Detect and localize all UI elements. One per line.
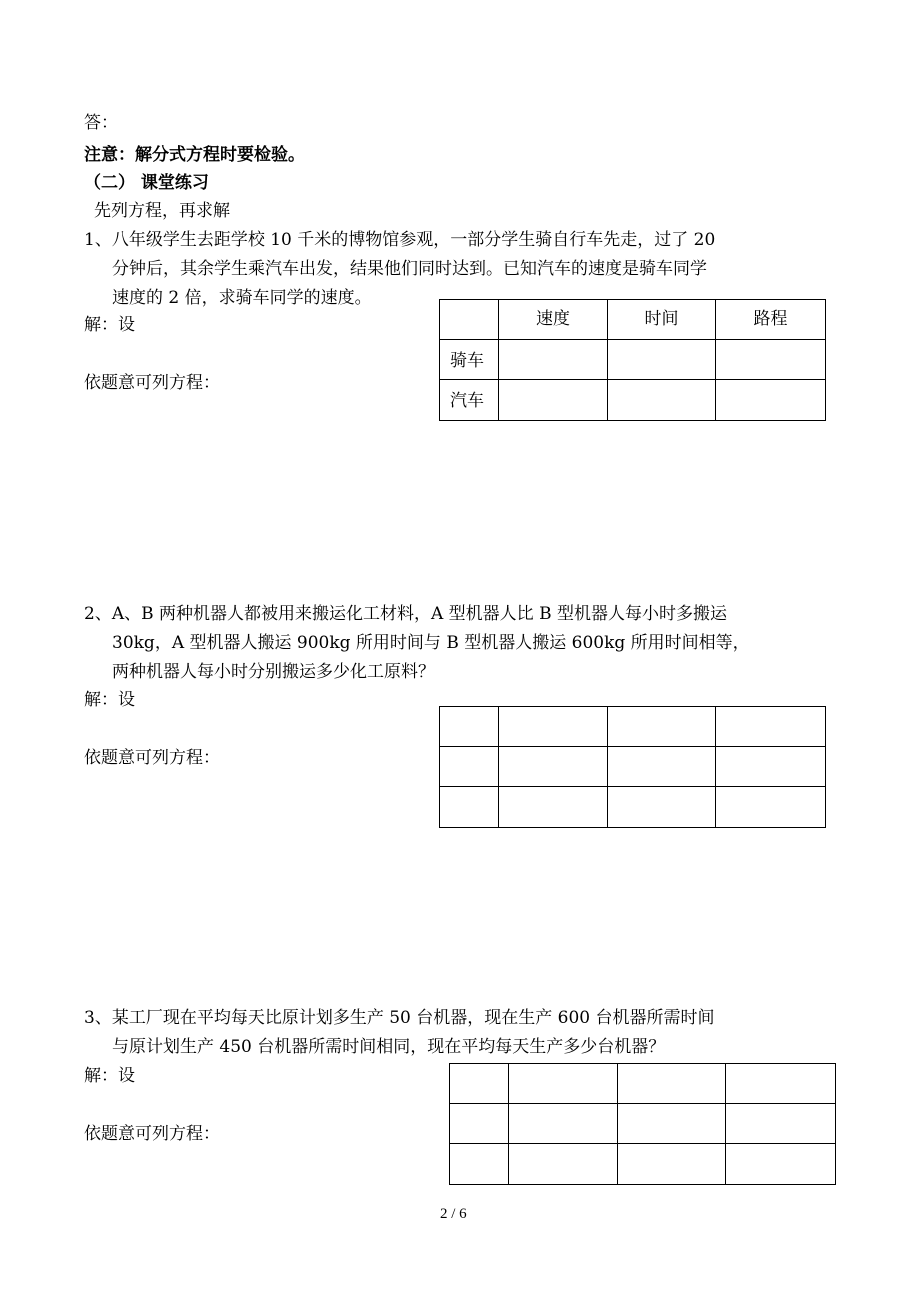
table-header-cell [440, 300, 499, 340]
problem-line: 与原计划生产 450 台机器所需时间相同，现在平均每天生产多少台机器？ [112, 1037, 666, 1057]
solve-label: 解：设 [84, 315, 135, 335]
table-cell [716, 380, 826, 421]
page-number: 2 / 6 [440, 1206, 467, 1222]
table-cell [450, 1144, 509, 1185]
table-cell [608, 380, 716, 421]
table-cell [499, 747, 608, 787]
problem-line: 3、某工厂现在平均每天比原计划多生产 50 台机器，现在生产 600 台机器所需时间 [84, 1008, 715, 1028]
problem-line: 30kg，A 型机器人搬运 900kg 所用时间与 B 型机器人搬运 600kg 所用时间相等， [112, 633, 750, 653]
table-header-time: 时间 [608, 300, 716, 340]
problem-line: 1、八年级学生去距学校 10 千米的博物馆参观，一部分学生骑自行车先走，过了 20 [84, 230, 716, 250]
table-cell [499, 380, 608, 421]
table-cell [716, 340, 826, 380]
table-cell [499, 787, 608, 828]
equation-label: 依题意可列方程： [84, 748, 220, 768]
table-cell [509, 1064, 618, 1104]
table-cell [726, 1144, 836, 1185]
table-cell [618, 1064, 726, 1104]
instruction-text: 先列方程，再求解 [94, 201, 230, 221]
table-cell [726, 1104, 836, 1144]
table-cell [499, 707, 608, 747]
equation-label: 依题意可列方程： [84, 1124, 220, 1144]
problem-2-table [439, 706, 826, 828]
table-row-label: 汽车 [440, 380, 499, 421]
table-cell [509, 1144, 618, 1185]
solve-label: 解：设 [84, 1066, 135, 1086]
table-cell [608, 707, 716, 747]
table-cell [618, 1104, 726, 1144]
table-cell [726, 1064, 836, 1104]
table-cell [716, 787, 826, 828]
table-cell [608, 747, 716, 787]
problem-3-table [449, 1063, 836, 1185]
table-cell [618, 1144, 726, 1185]
table-cell [440, 747, 499, 787]
table-header-distance: 路程 [716, 300, 826, 340]
table-cell [450, 1064, 509, 1104]
table-cell [716, 747, 826, 787]
equation-label: 依题意可列方程： [84, 373, 220, 393]
table-cell [509, 1104, 618, 1144]
table-header-speed: 速度 [499, 300, 608, 340]
table-cell [499, 340, 608, 380]
table-cell [440, 707, 499, 747]
table-cell [608, 787, 716, 828]
table-row-label: 骑车 [440, 340, 499, 380]
table-cell [450, 1104, 509, 1144]
problem-line: 速度的 2 倍，求骑车同学的速度。 [112, 288, 372, 308]
solve-label: 解：设 [84, 690, 135, 710]
problem-line: 两种机器人每小时分别搬运多少化工原料？ [112, 662, 435, 682]
table-cell [440, 787, 499, 828]
section-title: （二） 课堂练习 [84, 173, 209, 193]
problem-line: 分钟后，其余学生乘汽车出发，结果他们同时达到。已知汽车的速度是骑车同学 [112, 259, 707, 279]
problem-line: 2、A、B 两种机器人都被用来搬运化工材料，A 型机器人比 B 型机器人每小时多搬运 [84, 604, 727, 624]
table-cell [716, 707, 826, 747]
table-cell [608, 340, 716, 380]
answer-label: 答： [84, 113, 118, 133]
problem-1-table [439, 299, 826, 421]
note-text: 注意：解分式方程时要检验。 [84, 145, 305, 165]
